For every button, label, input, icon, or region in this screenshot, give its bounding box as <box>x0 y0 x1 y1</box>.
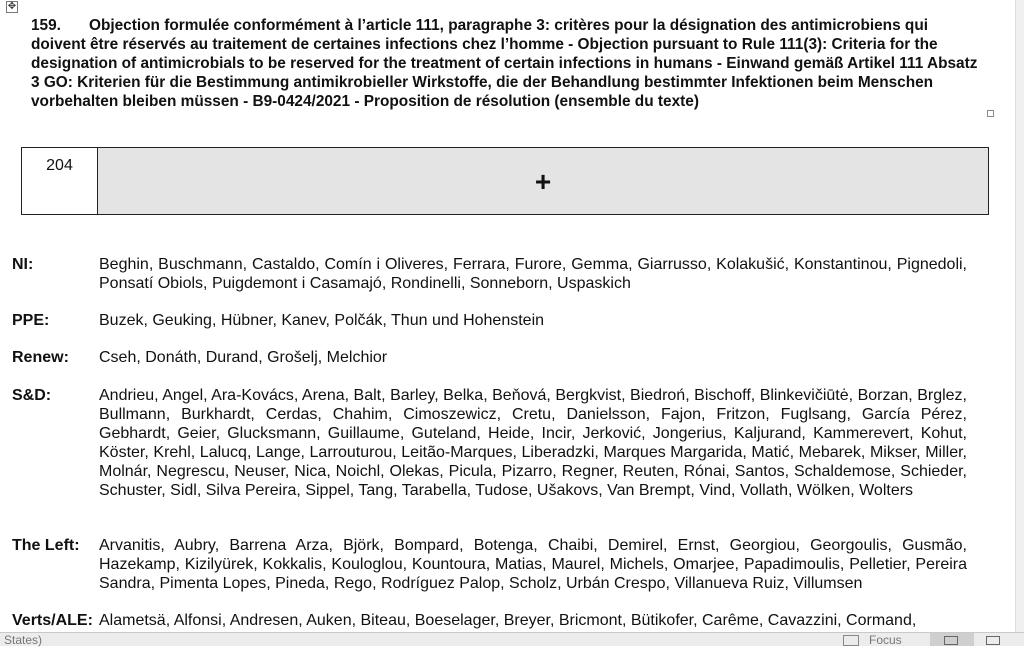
item-number: 159. <box>31 17 61 34</box>
print-layout-icon <box>944 636 958 645</box>
group-row-the-left <box>12 536 967 593</box>
move-handle-icon[interactable]: ✥ <box>7 1 17 12</box>
group-label: NI: <box>12 256 34 273</box>
group-label: Verts/ALE: <box>12 612 93 629</box>
item-title: Objection formulée conformément à l’article 111, paragraphe 3: critères pour la désignation des antimicrobiens qui doivent être réservés au traitement de certaines infections chez l’homme - Objection pursuant to Rule 111(3): Criteria for the designation of antimicrobials to be reserved for the treatment of certain infections in humans - Einwand gemäß Artikel 111 Absatz 3 GO: Kriterien für die Bestimmung antimikrobieller Wirkstoffe, die der Behandlung bestimmter Infektionen beim Menschen vorbehalten bleiben müssen - B9-0424/2021 - Proposition de résolution (ensemble du texte) <box>31 17 978 110</box>
group-members: Cseh, Donáth, Durand, Grošelj, Melchior <box>99 349 388 366</box>
group-row-verts-ale <box>12 611 967 630</box>
status-language: States) <box>4 633 43 647</box>
focus-label: Focus <box>869 633 902 647</box>
group-members: Andrieu, Angel, Ara-Kovács, Arena, Balt, Barley, Belka, Beňová, Bergkvist, Biedroń, Bischoff, Blinkevičiūtė, Borzan, Brglez, Bullmann, Burkhardt, Cerdas, Chahim, Cimoszewicz, Cretu, Danielsson, Fajon, Fritzon, Fuglsang, García Pérez, Gebhardt, Geier, Glucksmann, Guillaume, Guteland, Heide, Incir, Jerković, Jongerius, Kaljurand, Kammerevert, Kohut, Köster, Krehl, Lalucq, Lange, Larrouturou, Leitão-Marques, Liberadzki, Marques Margarida, Matić, Mebarek, Mikser, Miller, Molnár, Negrescu, Neuser, Nica, Noichl, Olekas, Picula, Pizarro, Regner, Reuten, Rónai, Santos, Schaldemose, Schieder, Schuster, Sidl, Silva Pereira, Sippel, Tang, Tarabella, Tudose, Ušakovs, Van Brempt, Vind, Vollath, Wölken, Wolters <box>99 387 967 499</box>
group-label: S&D: <box>12 387 52 404</box>
group-row-ni <box>12 255 967 293</box>
status-bar <box>0 632 1024 646</box>
group-members: Alametsä, Alfonsi, Andresen, Auken, Biteau, Boeselager, Breyer, Bricmont, Bütikofer, Carême, Cavazzini, Cormand, <box>99 612 917 629</box>
group-members: Buzek, Geuking, Hübner, Kanev, Polčák, Thun und Hohenstein <box>99 312 545 329</box>
item-heading <box>31 16 981 111</box>
web-layout-view-icon[interactable] <box>986 636 1000 645</box>
group-members: Arvanitis, Aubry, Barrena Arza, Björk, Bompard, Botenga, Chaibi, Demirel, Ernst, Georgiou, Georgoulis, Gusmão, Hazekamp, Kizilyürek, Kokkalis, Kouloglou, Kountoura, Matias, Maurel, Michels, Omarjee, Papadimoulis, Pelletier, Pereira Sandra, Pimenta Lopes, Pineda, Rego, Rodríguez Palop, Scholz, Urbán Crespo, Villanueva Ruiz, Villumsen <box>99 537 967 592</box>
vote-count-cell: 204 <box>22 148 98 214</box>
group-row-renew <box>12 348 967 367</box>
group-members: Beghin, Buschmann, Castaldo, Comín i Oliveres, Ferrara, Furore, Gemma, Giarrusso, Kolakušić, Konstantinou, Pignedoli, Ponsatí Obiols, Puigdemont i Casamajó, Rondinelli, Sonneborn, Uspaskich <box>99 256 967 292</box>
print-layout-view-button[interactable] <box>930 633 974 646</box>
paragraph-end-marker-icon <box>987 110 994 117</box>
group-label: The Left: <box>12 537 80 554</box>
vote-result-cell: + <box>98 148 988 214</box>
vertical-scrollbar[interactable] <box>1015 0 1024 632</box>
vote-result-table <box>21 147 989 215</box>
group-label: PPE: <box>12 312 50 329</box>
group-label: Renew: <box>12 349 69 366</box>
group-row-ppe <box>12 311 967 330</box>
group-row-sd <box>12 386 967 500</box>
